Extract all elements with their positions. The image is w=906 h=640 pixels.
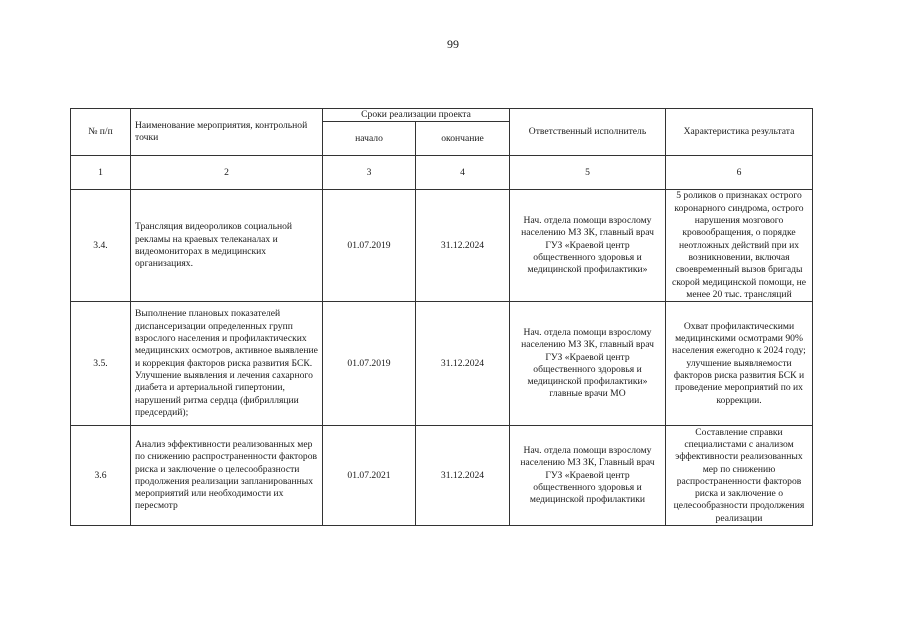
row-end: 31.12.2024: [416, 426, 510, 526]
column-number: 2: [131, 156, 323, 190]
row-num: 3.5.: [71, 302, 131, 426]
column-number: 4: [416, 156, 510, 190]
header-result: Характеристика результата: [666, 109, 813, 156]
header-name: Наименование мероприятия, контрольной точки: [131, 109, 323, 156]
column-number: 6: [666, 156, 813, 190]
table-row: [71, 302, 813, 426]
row-num: 3.6: [71, 426, 131, 526]
header-row: [71, 109, 813, 122]
row-responsible: Нач. отдела помощи взрослому населению МЗ ЗК, главный врач ГУЗ «Краевой центр общественного здоровья и медицинской профилактики»: [510, 190, 666, 302]
row-start: 01.07.2019: [323, 190, 416, 302]
table-row: [71, 190, 813, 302]
row-result: Составление справки специалистами с анализом эффективности реализованных мер по снижению распространенности факторов риска и заключение о целесообразности продолжения реализации: [666, 426, 813, 526]
table-row: [71, 426, 813, 526]
row-start: 01.07.2021: [323, 426, 416, 526]
row-name: Выполнение плановых показателей диспансеризации определенных групп взрослого населения и профилактических медицинских осмотров, активное выявление и коррекция факторов риска развития БСК. Улучшение выявления и лечения сахарного диабета и артериальной гипертонии, нарушений ритма сердца (фибрилляции предсердий);: [131, 302, 323, 426]
header-terms: Сроки реализации проекта: [323, 109, 510, 122]
row-name: Трансляция видеороликов социальной рекламы на краевых телеканалах и видеомониторах в медицинских организациях.: [131, 190, 323, 302]
project-plan-table: [70, 108, 813, 526]
header-end: окончание: [416, 122, 510, 156]
column-number: 1: [71, 156, 131, 190]
row-end: 31.12.2024: [416, 302, 510, 426]
column-number: 5: [510, 156, 666, 190]
column-numbers-row: [71, 156, 813, 190]
row-num: 3.4.: [71, 190, 131, 302]
row-responsible: Нач. отдела помощи взрослому населению МЗ ЗК, главный врач ГУЗ «Краевой центр общественного здоровья и медицинской профилактики» главные врачи МО: [510, 302, 666, 426]
page-number: 99: [447, 37, 459, 51]
header-responsible: Ответственный исполнитель: [510, 109, 666, 156]
row-start: 01.07.2019: [323, 302, 416, 426]
column-number: 3: [323, 156, 416, 190]
header-num: № п/п: [71, 109, 131, 156]
row-name: Анализ эффективности реализованных мер по снижению распространенности факторов риска и заключение о целесообразности продолжения реализации запланированных мероприятий или необходимости их пересмотр: [131, 426, 323, 526]
row-end: 31.12.2024: [416, 190, 510, 302]
row-result: Охват профилактическими медицинскими осмотрами 90% населения ежегодно к 2024 году; улучшение выявляемости факторов риска развития БСК и проведение мероприятий по их коррекции.: [666, 302, 813, 426]
row-result: 5 роликов о признаках острого коронарного синдрома, острого нарушения мозгового кровообращения, о порядке неотложных действий при их возникновении, включая своевременный вызов бригады скорой медицинской помощи, не менее 20 тыс. трансляций: [666, 190, 813, 302]
row-responsible: Нач. отдела помощи взрослому населению МЗ ЗК, Главный врач ГУЗ «Краевой центр общественного здоровья и медицинской профилактики: [510, 426, 666, 526]
header-start: начало: [323, 122, 416, 156]
